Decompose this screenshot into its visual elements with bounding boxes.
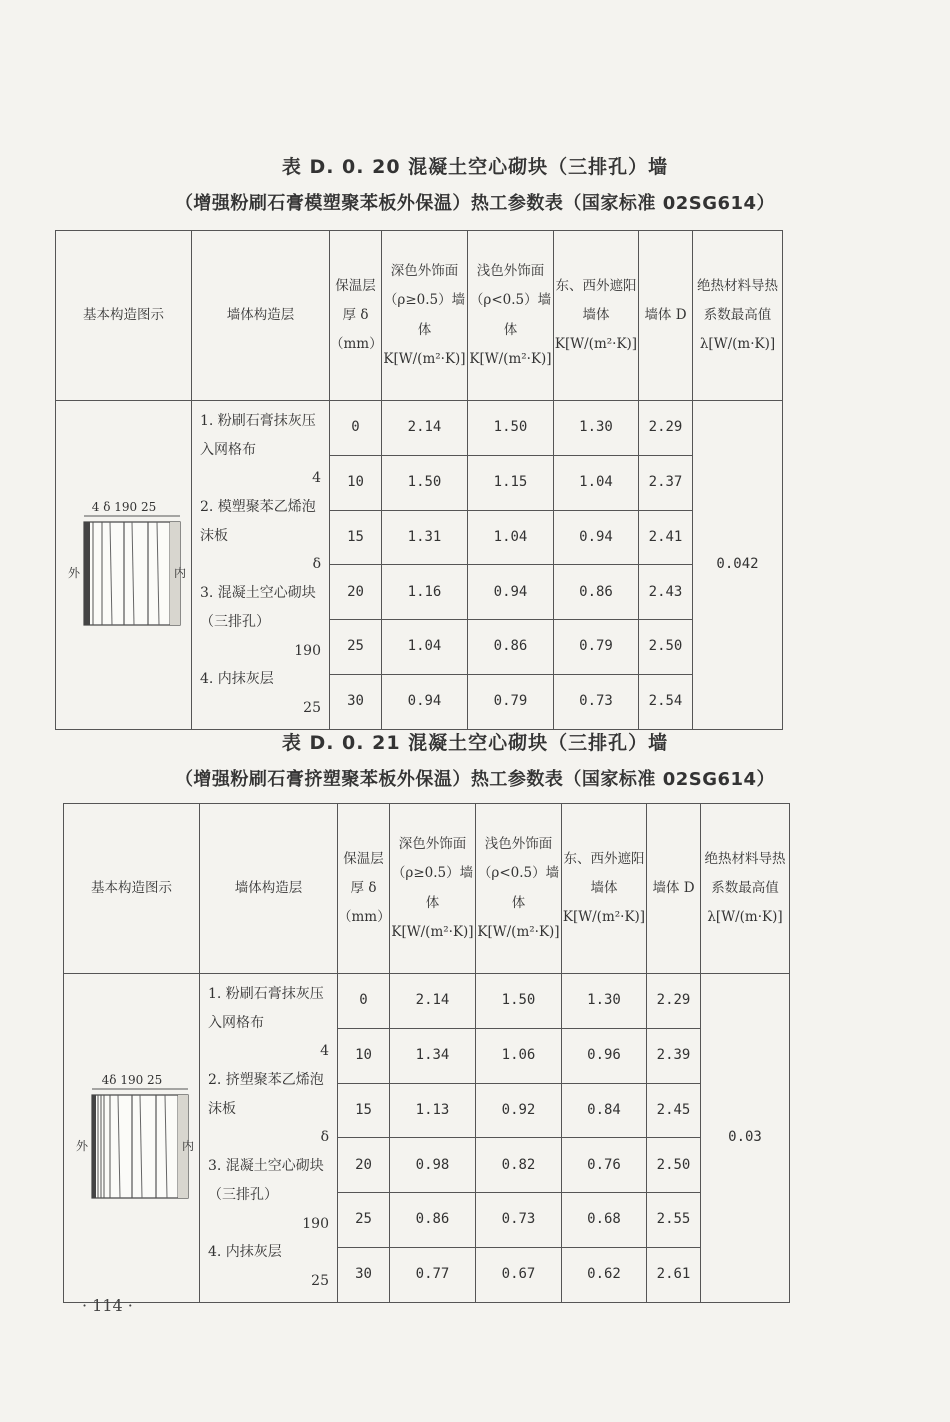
diagram-inner-label: 内: [173, 565, 186, 580]
cell-dark-k: 1.04: [382, 620, 468, 675]
cell-shade-k: 0.84: [562, 1083, 647, 1138]
header-dark-k: 深色外饰面（ρ≥0.5）墙体 K[W/(m²·K)]: [390, 804, 476, 974]
wall-layers-cell: [192, 401, 330, 730]
header-lambda: 绝热材料导热系数最高值 λ[W/(m·K)]: [701, 804, 790, 974]
cell-shade-k: 1.30: [554, 401, 639, 456]
diagram-outer-label: 外: [75, 1138, 88, 1153]
cell-lambda: 0.042: [693, 401, 783, 730]
cell-shade-k: 1.30: [562, 974, 647, 1029]
table-title-line2: （增强粉刷石膏挤塑聚苯板外保温）热工参数表（国家标准 02SG614）: [174, 769, 776, 790]
cell-light-k: 1.04: [468, 510, 554, 565]
cell-d: 2.29: [647, 974, 701, 1029]
cell-dark-k: 2.14: [382, 401, 468, 456]
cell-light-k: 0.73: [476, 1193, 562, 1248]
cell-dark-k: 0.77: [390, 1247, 476, 1302]
layer-item: 2. 挤塑聚苯乙烯泡沫板 δ: [208, 1072, 329, 1146]
cell-thickness: 30: [338, 1247, 390, 1302]
wall-diagram-cell: [56, 401, 192, 730]
thermal-table: [55, 230, 783, 730]
table-title-block: [0, 728, 950, 791]
cell-shade-k: 0.73: [554, 674, 639, 729]
header-thickness: 保温层厚 δ（mm）: [330, 231, 382, 401]
cell-thickness: 25: [338, 1193, 390, 1248]
cell-d: 2.37: [639, 455, 693, 510]
diagram-inner-label: 内: [181, 1138, 194, 1153]
cell-thickness: 10: [338, 1028, 390, 1083]
diagram-outer-label: 外: [67, 565, 80, 580]
layer-item: 1. 粉刷石膏抹灰压入网格布 4: [208, 986, 329, 1060]
table-row: [64, 974, 790, 1029]
table-row: [56, 401, 783, 456]
header-dark-k: 深色外饰面（ρ≥0.5）墙体 K[W/(m²·K)]: [382, 231, 468, 401]
cell-light-k: 1.06: [476, 1028, 562, 1083]
layer-item: 3. 混凝土空心砌块（三排孔） 190: [200, 585, 321, 659]
cell-d: 2.39: [647, 1028, 701, 1083]
diagram-dims-label: 4δ 190 25: [101, 1072, 162, 1087]
cell-dark-k: 1.13: [390, 1083, 476, 1138]
cell-dark-k: 0.98: [390, 1138, 476, 1193]
cell-dark-k: 0.94: [382, 674, 468, 729]
cell-d: 2.54: [639, 674, 693, 729]
cell-shade-k: 1.04: [554, 455, 639, 510]
header-row: [64, 804, 790, 974]
cell-thickness: 20: [338, 1138, 390, 1193]
cell-light-k: 0.82: [476, 1138, 562, 1193]
layer-item: 4. 内抹灰层 25: [208, 1244, 329, 1289]
header-light-k: 浅色外饰面（ρ<0.5）墙体 K[W/(m²·K)]: [476, 804, 562, 974]
page-number: · 114 ·: [82, 1296, 133, 1315]
cell-dark-k: 1.34: [390, 1028, 476, 1083]
table-title-line2: （增强粉刷石膏模塑聚苯板外保温）热工参数表（国家标准 02SG614）: [174, 193, 776, 214]
cell-thickness: 0: [330, 401, 382, 456]
table-title-line1: 表 D. 0. 20 混凝土空心砌块（三排孔）墙: [281, 156, 669, 178]
header-diagram: 基本构造图示: [64, 804, 200, 974]
layer-item: 2. 模塑聚苯乙烯泡沫板 δ: [200, 499, 321, 573]
table-title-block: [0, 152, 950, 215]
layer-item: 3. 混凝土空心砌块（三排孔） 190: [208, 1158, 329, 1232]
header-layers: 墙体构造层: [200, 804, 338, 974]
cell-shade-k: 0.96: [562, 1028, 647, 1083]
wall-section-diagram: [62, 497, 186, 627]
header-d: 墙体 D: [639, 231, 693, 401]
table-title-line1: 表 D. 0. 21 混凝土空心砌块（三排孔）墙: [281, 732, 669, 754]
cell-light-k: 0.94: [468, 565, 554, 620]
header-d: 墙体 D: [647, 804, 701, 974]
header-diagram: 基本构造图示: [56, 231, 192, 401]
cell-d: 2.61: [647, 1247, 701, 1302]
cell-d: 2.50: [639, 620, 693, 675]
cell-shade-k: 0.94: [554, 510, 639, 565]
header-layers: 墙体构造层: [192, 231, 330, 401]
cell-shade-k: 0.86: [554, 565, 639, 620]
cell-d: 2.55: [647, 1193, 701, 1248]
cell-thickness: 25: [330, 620, 382, 675]
cell-light-k: 1.50: [476, 974, 562, 1029]
cell-shade-k: 0.79: [554, 620, 639, 675]
cell-d: 2.43: [639, 565, 693, 620]
cell-light-k: 0.79: [468, 674, 554, 729]
header-thickness: 保温层厚 δ（mm）: [338, 804, 390, 974]
cell-dark-k: 2.14: [390, 974, 476, 1029]
cell-thickness: 10: [330, 455, 382, 510]
layer-item: 4. 内抹灰层 25: [200, 671, 321, 716]
cell-dark-k: 1.16: [382, 565, 468, 620]
cell-thickness: 0: [338, 974, 390, 1029]
wall-section-diagram: [70, 1070, 194, 1200]
cell-light-k: 0.67: [476, 1247, 562, 1302]
cell-light-k: 1.50: [468, 401, 554, 456]
cell-dark-k: 1.50: [382, 455, 468, 510]
cell-light-k: 0.92: [476, 1083, 562, 1138]
cell-shade-k: 0.76: [562, 1138, 647, 1193]
cell-dark-k: 0.86: [390, 1193, 476, 1248]
cell-light-k: 0.86: [468, 620, 554, 675]
wall-diagram-cell: [64, 974, 200, 1303]
cell-shade-k: 0.62: [562, 1247, 647, 1302]
header-row: [56, 231, 783, 401]
cell-shade-k: 0.68: [562, 1193, 647, 1248]
header-lambda: 绝热材料导热系数最高值 λ[W/(m·K)]: [693, 231, 783, 401]
cell-thickness: 15: [338, 1083, 390, 1138]
cell-thickness: 15: [330, 510, 382, 565]
layer-item: 1. 粉刷石膏抹灰压入网格布 4: [200, 413, 321, 487]
diagram-dims-label: 4 δ 190 25: [91, 499, 156, 514]
header-shade-k: 东、西外遮阳墙体 K[W/(m²·K)]: [562, 804, 647, 974]
cell-d: 2.45: [647, 1083, 701, 1138]
thermal-table: [63, 803, 790, 1303]
cell-light-k: 1.15: [468, 455, 554, 510]
cell-dark-k: 1.31: [382, 510, 468, 565]
cell-thickness: 30: [330, 674, 382, 729]
cell-thickness: 20: [330, 565, 382, 620]
cell-lambda: 0.03: [701, 974, 790, 1303]
wall-layers-cell: [200, 974, 338, 1303]
cell-d: 2.41: [639, 510, 693, 565]
header-shade-k: 东、西外遮阳墙体 K[W/(m²·K)]: [554, 231, 639, 401]
cell-d: 2.50: [647, 1138, 701, 1193]
header-light-k: 浅色外饰面（ρ<0.5）墙体 K[W/(m²·K)]: [468, 231, 554, 401]
cell-d: 2.29: [639, 401, 693, 456]
